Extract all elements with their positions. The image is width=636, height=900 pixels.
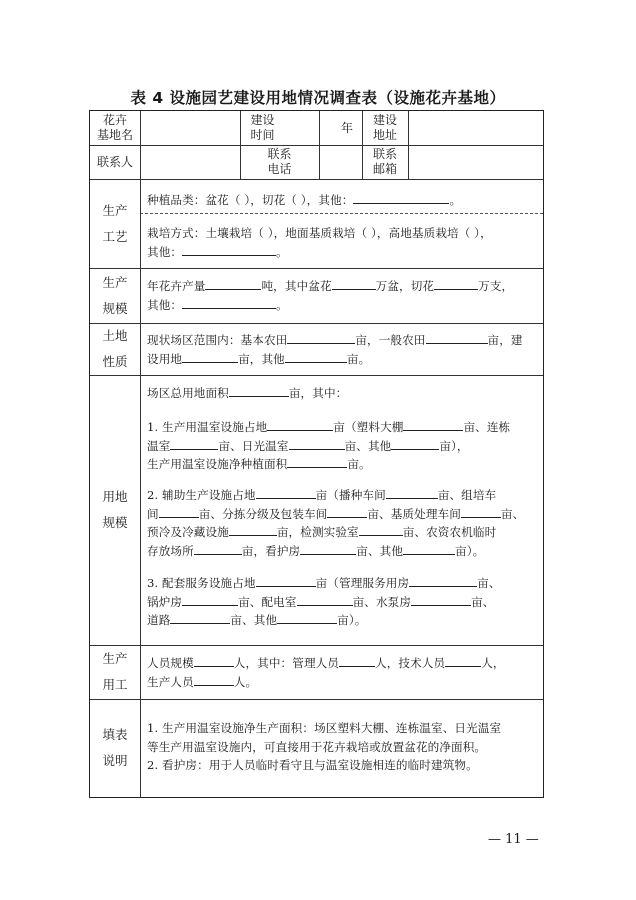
site-section-1: 1. 生产用温室设施占地 亩（塑料大棚 亩、连栋 温室 亩、日光温室 亩、其他 亩）， 生产用温室设施净种植面积 亩。 <box>147 420 511 471</box>
phone-value[interactable] <box>319 145 362 179</box>
blank-field[interactable] <box>170 438 218 450</box>
site-label: 用地 规模 <box>102 489 128 530</box>
col-divider <box>140 111 141 797</box>
notes-label: 填表 说明 <box>102 727 128 768</box>
blank-field[interactable] <box>426 332 488 344</box>
phone-label: 联系 电话 <box>267 147 292 176</box>
blank-field[interactable] <box>194 674 234 686</box>
page-number: — 11 — <box>488 832 539 847</box>
page-title: 表 4 设施园艺建设用地情况调查表（设施花卉基地） <box>130 89 506 107</box>
blank-field[interactable] <box>411 594 471 606</box>
blank-field[interactable] <box>332 278 376 290</box>
blank-field[interactable] <box>403 543 455 555</box>
blank-field[interactable] <box>386 487 438 499</box>
blank-field[interactable] <box>267 419 333 431</box>
blank-field[interactable] <box>256 575 316 587</box>
survey-form <box>89 110 544 798</box>
craft-method: 栽培方式：土壤栽培（ ），地面基质栽培（ ），高地基质栽培（ ）， 其他： 。 <box>147 226 492 259</box>
blank-field[interactable] <box>445 655 481 667</box>
row-divider <box>90 645 543 646</box>
email-label: 联系 邮箱 <box>372 147 397 176</box>
blank-field[interactable] <box>277 612 337 624</box>
notes-text: 1. 生产用温室设施净生产面积：场区塑料大棚、连栋温室、日光温室 等生产用温室设施内，可直接用于花卉栽培或放置盆花的净面积。 2. 看护房：用于人员临时看守且与温室设施相连的临时建筑物。 <box>147 721 502 772</box>
contact-value[interactable] <box>140 145 240 179</box>
build-address-label: 建设 地址 <box>372 113 397 142</box>
blank-field[interactable] <box>182 594 238 606</box>
labor-label: 生产 用工 <box>102 651 128 692</box>
site-section-2: 2. 辅助生产设施占地 亩（播种车间 亩、组培车 间 亩、分拣分级及包装车间 亩、基质处理车间 亩、 预冷及冷藏设施 亩，检测实验室 亩、农资农机临时 存放场所 亩，看护房 亩、其他 亩）。 <box>147 488 525 558</box>
blank-field[interactable] <box>403 419 463 431</box>
row-divider <box>90 699 543 700</box>
blank-field[interactable] <box>182 297 276 309</box>
blank-field[interactable] <box>170 612 230 624</box>
build-address-value[interactable] <box>408 111 545 145</box>
blank-field[interactable] <box>285 351 347 363</box>
blank-field[interactable] <box>287 332 355 344</box>
row-divider <box>90 268 543 269</box>
row-divider <box>90 375 543 376</box>
blank-field[interactable] <box>359 524 403 536</box>
base-name-label: 花卉 基地名 <box>96 113 133 142</box>
craft-varieties: 种植品类：盆花（ ），切花（ ），其他： 。 <box>147 193 462 207</box>
site-section-3: 3. 配套服务设施占地 亩（管理服务用房 亩、 锅炉房 亩、配电室 亩、水泵房 亩、 道路 亩、其他 亩）。 <box>147 576 501 627</box>
scale-label: 生产 规模 <box>102 274 128 316</box>
land-text: 现状场区范围内：基本农田 亩，一般农田 亩，建 设用地 亩，其他 亩。 <box>147 333 523 366</box>
scale-text: 年花卉产量 吨，其中盆花 万盆，切花 万支， 其他： 。 <box>147 279 514 312</box>
blank-field[interactable] <box>461 506 501 518</box>
blank-field[interactable] <box>409 575 477 587</box>
blank-field[interactable] <box>182 351 238 363</box>
land-label: 土地 性质 <box>102 328 128 369</box>
blank-field[interactable] <box>159 506 199 518</box>
blank-field[interactable] <box>229 524 277 536</box>
blank-field[interactable] <box>300 543 356 555</box>
base-name-value[interactable] <box>140 111 240 145</box>
build-time-label: 建设 时间 <box>250 113 275 142</box>
row-divider <box>90 323 543 324</box>
blank-field[interactable] <box>339 655 375 667</box>
blank-field[interactable] <box>205 278 261 290</box>
blank-field[interactable] <box>327 506 367 518</box>
blank-field[interactable] <box>194 655 234 667</box>
labor-text: 人员规模 人，其中：管理人员 人，技术人员 人， 生产人员 人。 <box>147 656 505 689</box>
blank-field[interactable] <box>194 543 242 555</box>
contact-label: 联系人 <box>96 154 133 169</box>
blank-field[interactable] <box>353 192 449 204</box>
blank-field[interactable] <box>182 244 276 256</box>
blank-field[interactable] <box>434 278 478 290</box>
craft-label: 生产 工艺 <box>102 202 128 244</box>
blank-field[interactable] <box>289 438 345 450</box>
blank-field[interactable] <box>391 438 439 450</box>
email-value[interactable] <box>408 145 545 179</box>
build-year[interactable]: 年 <box>340 120 353 135</box>
blank-field[interactable] <box>297 594 353 606</box>
blank-field[interactable] <box>229 385 289 397</box>
blank-field[interactable] <box>256 487 316 499</box>
inner-divider <box>140 213 543 214</box>
site-total: 场区总用地面积 亩，其中： <box>147 386 348 400</box>
blank-field[interactable] <box>287 456 347 468</box>
row-divider <box>90 179 543 180</box>
